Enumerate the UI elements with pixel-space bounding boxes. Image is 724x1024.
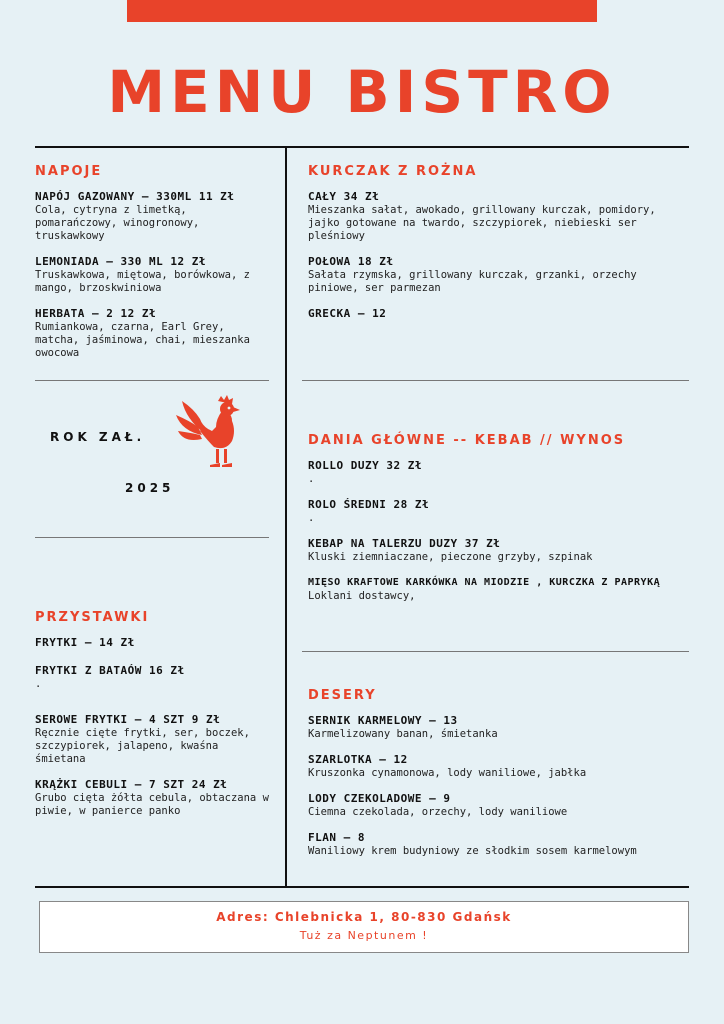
item-desc: Kluski ziemniaczane, pieczone grzyby, szpinak	[308, 551, 593, 563]
menu-item	[308, 498, 683, 525]
item-name: CAŁY 34 Zł	[308, 190, 380, 203]
item-desc: Kruszonka cynamonowa, lody waniliowe, jabłka	[308, 767, 587, 779]
item-name: SEROWE FRYTKI – 4 SZT 9 Zł	[35, 713, 221, 726]
item-desc: .	[308, 512, 315, 524]
since-label: ROK ZAŁ.	[50, 430, 146, 444]
section-title: PRZYSTAWKI	[35, 610, 150, 625]
item-desc: Waniliowy krem budyniowy ze słodkim sosem karmelowym	[308, 845, 637, 857]
item-desc: Truskawkowa, miętowa, borówkowa, z mango, brzoskwiniowa	[35, 269, 250, 294]
divider-left-2	[35, 537, 269, 538]
menu-item	[308, 537, 683, 564]
item-desc: Loklani dostawcy,	[308, 590, 416, 602]
menu-item	[308, 714, 683, 741]
section-title: DANIA GŁÓWNE -- KEBAB // WYNOS	[308, 433, 626, 448]
menu-item	[308, 255, 678, 295]
menu-item	[35, 778, 270, 818]
menu-item	[308, 459, 683, 486]
item-name: ROLO ŚREDNI 28 Zł	[308, 498, 430, 511]
rooster-icon	[172, 395, 244, 471]
item-name: KRĄŻKI CEBULI – 7 SZT 24 Zł	[35, 778, 228, 791]
item-desc: Ręcznie cięte frytki, ser, boczek, szczypiorek, jalapeno, kwaśna śmietana	[35, 727, 250, 765]
bottom-rule	[35, 886, 689, 888]
divider-right-1	[302, 380, 689, 381]
item-name: NAPÓJ GAZOWANY – 330ML 11 Zł	[35, 190, 235, 203]
item-name: FRYTKI – 14 Zł	[35, 636, 135, 649]
menu-item	[308, 190, 678, 243]
item-desc: Rumiankowa, czarna, Earl Grey, matcha, jaśminowa, chai, mieszanka owocowa	[35, 321, 250, 359]
menu-item	[35, 636, 270, 650]
item-desc: Cola, cytryna z limetką, pomarańczowy, winogronowy, truskawkowy	[35, 204, 200, 242]
menu-item	[308, 307, 678, 321]
item-name: MIĘSO KRAFTOWE KARKÓWKA NA MIODZIE , KURCZKA Z PAPRYKĄ	[308, 577, 661, 588]
menu-item	[308, 831, 683, 858]
item-name: FLAN – 8	[308, 831, 365, 844]
section-title: KURCZAK Z ROŻNA	[308, 164, 478, 179]
section-title: NAPOJE	[35, 164, 103, 179]
menu-item	[35, 190, 270, 243]
section-dania	[308, 433, 683, 615]
menu-item	[308, 753, 683, 780]
address-note: Tuż za Neptunem !	[299, 929, 429, 942]
address-box	[39, 901, 689, 953]
item-name: LODY CZEKOLADOWE – 9	[308, 792, 451, 805]
item-desc: Sałata rzymska, grillowany kurczak, grzanki, orzechy piniowe, ser parmezan	[308, 269, 637, 294]
menu-item	[35, 713, 270, 766]
since-year: 2025	[125, 481, 175, 495]
section-przystawki	[35, 610, 270, 830]
item-name: KEBAP NA TALERZU DUZY 37 Zł	[308, 537, 501, 550]
menu-item	[308, 576, 683, 603]
item-name: LEMONIADA – 330 ML 12 Zł	[35, 255, 206, 268]
item-name: SERNIK KARMELOWY – 13	[308, 714, 458, 727]
item-desc: .	[308, 473, 315, 485]
item-name: FRYTKI Z BATAÓW 16 Zł	[35, 664, 185, 677]
section-title: DESERY	[308, 688, 377, 703]
divider-right-2	[302, 651, 689, 652]
menu-item	[35, 664, 270, 691]
menu-item	[308, 792, 683, 819]
item-desc: Grubo cięta żółta cebula, obtaczana w piwie, w panierce panko	[35, 792, 269, 817]
page-title: MENU BISTRO	[107, 58, 617, 126]
top-accent-bar	[127, 0, 597, 22]
section-napoje	[35, 164, 270, 372]
top-rule	[35, 146, 689, 148]
divider-left-1	[35, 380, 269, 381]
item-name: SZARLOTKA – 12	[308, 753, 408, 766]
item-name: ROLLO DUZY 32 Zł	[308, 459, 422, 472]
menu-item	[35, 307, 270, 360]
item-desc: .	[35, 678, 42, 690]
item-desc: Mieszanka sałat, awokado, grillowany kurczak, pomidory, jajko gotowane na twardo, szczypiorek, niebieski ser pleśniowy	[308, 204, 656, 242]
item-desc: Karmelizowany banan, śmietanka	[308, 728, 498, 740]
item-name: GRECKA – 12	[308, 307, 387, 320]
column-divider	[285, 148, 287, 886]
item-desc: Ciemna czekolada, orzechy, lody waniliowe	[308, 806, 568, 818]
item-name: POŁOWA 18 Zł	[308, 255, 394, 268]
section-kurczak	[308, 164, 678, 333]
section-desery	[308, 688, 683, 870]
address-line: Adres: Chlebnicka 1, 80-830 Gdańsk	[216, 910, 512, 924]
menu-item	[35, 255, 270, 295]
item-name: HERBATA – 2 12 Zł	[35, 307, 157, 320]
